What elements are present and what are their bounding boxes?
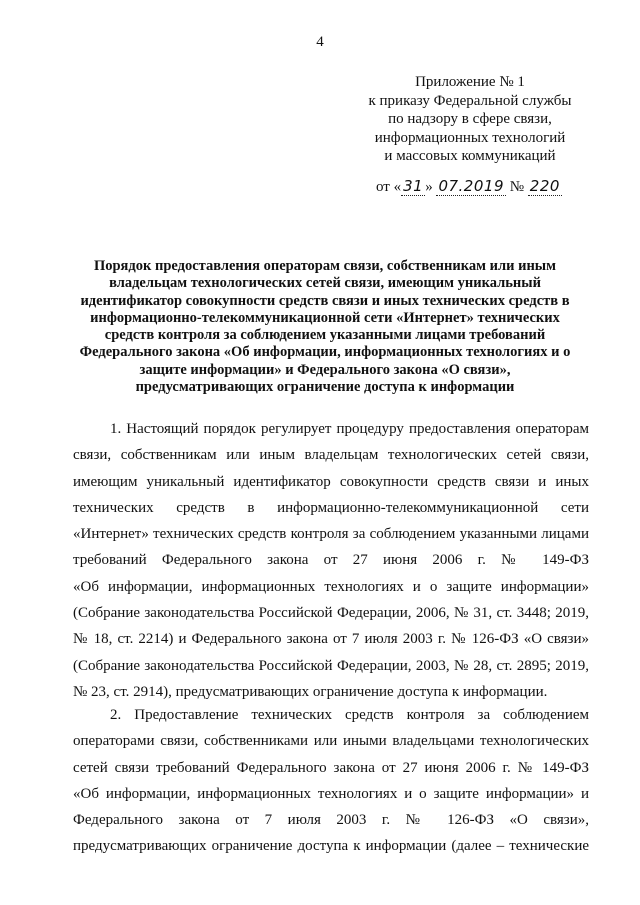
paragraph-line: 1. Настоящий порядок регулирует процедуру предоставления операторам: [110, 421, 589, 437]
order-middle: »: [425, 179, 433, 195]
paragraph-2: [73, 702, 589, 860]
paragraph-line: (Собрание законодательства Российской Федерации, 2006, № 31, ст. 3448; 2019,: [73, 605, 589, 622]
paragraph-line: № 23, ст. 2914), предусматривающих ограничение доступа к информации.: [73, 683, 548, 700]
paragraph-line: 2. Предоставление технических средств контроля за соблюдением: [110, 707, 589, 723]
page-number: 4: [316, 34, 324, 50]
paragraph-line: «Об информации, информационных технологиях и о защите информации» и: [73, 785, 589, 802]
appendix-line: по надзору в сфере связи,: [388, 111, 552, 127]
paragraph-line: имеющим уникальный идентификатор совокупности средств связи и иных: [73, 473, 589, 490]
paragraph-line: «Интернет» технических средств контроля за соблюдением указанными лицами: [73, 526, 589, 543]
title-line: информационно-телекоммуникационной сети «Интернет» технических: [90, 309, 560, 326]
paragraph-line: сетей связи требований Федерального закона от 27 июня 2006 г. № 149-ФЗ: [73, 759, 589, 776]
order-day: 31: [403, 177, 424, 195]
title-line: Порядок предоставления операторам связи, собственникам или иным: [93, 258, 557, 274]
order-number-label: №: [509, 179, 525, 195]
order-number: 220: [529, 177, 560, 195]
title-line: защите информации» и Федерального закона «О связи»,: [139, 361, 511, 378]
order-month-year: 07.2019: [438, 177, 504, 195]
document-title: [60, 258, 590, 396]
title-line: средств контроля за соблюдением указанными лицами требований: [104, 327, 546, 344]
title-line: предусматривающих ограничение доступа к информации: [135, 379, 515, 396]
paragraph-line: (Собрание законодательства Российской Федерации, 2003, № 28, ст. 2895; 2019,: [73, 657, 589, 674]
title-line: владельцам технологических сетей связи, имеющим уникальный: [109, 275, 541, 292]
appendix-line: информационных технологий: [374, 129, 566, 146]
paragraph-line: Федерального закона от 7 июля 2003 г. № 126-ФЗ «О связи»,: [73, 812, 589, 829]
appendix-line: и массовых коммуникаций: [384, 148, 556, 164]
paragraph-line: «Об информации, информационных технологиях и о защите информации»: [73, 578, 589, 595]
paragraph-line: предусматривающих ограничение доступа к информации (далее – технические: [73, 838, 589, 855]
paragraph-line: технических средств в информационно-телекоммуникационной сети: [73, 499, 589, 516]
appendix-line: Приложение № 1: [415, 74, 525, 90]
paragraph-line: связи, собственникам или иным владельцам технологических сетей связи,: [73, 447, 589, 464]
appendix-line: к приказу Федеральной службы: [368, 92, 572, 109]
title-line: идентификатор совокупности средств связи и иных технических средств в: [80, 292, 570, 309]
order-prefix: от «: [376, 179, 402, 195]
order-date-number: [376, 177, 562, 196]
paragraph-line: операторами связи, собственниками или иными владельцами технологических: [73, 733, 589, 750]
paragraph-1: [73, 416, 589, 705]
title-line: Федерального закона «Об информации, информационных технологиях и о: [79, 344, 571, 361]
paragraph-line: требований Федерального закона от 27 июня 2006 г. № 149-ФЗ: [73, 552, 589, 569]
paragraph-line: № 18, ст. 2214) и Федерального закона от 7 июля 2003 г. № 126-ФЗ «О связи»: [73, 631, 589, 648]
appendix-block: [340, 73, 600, 166]
